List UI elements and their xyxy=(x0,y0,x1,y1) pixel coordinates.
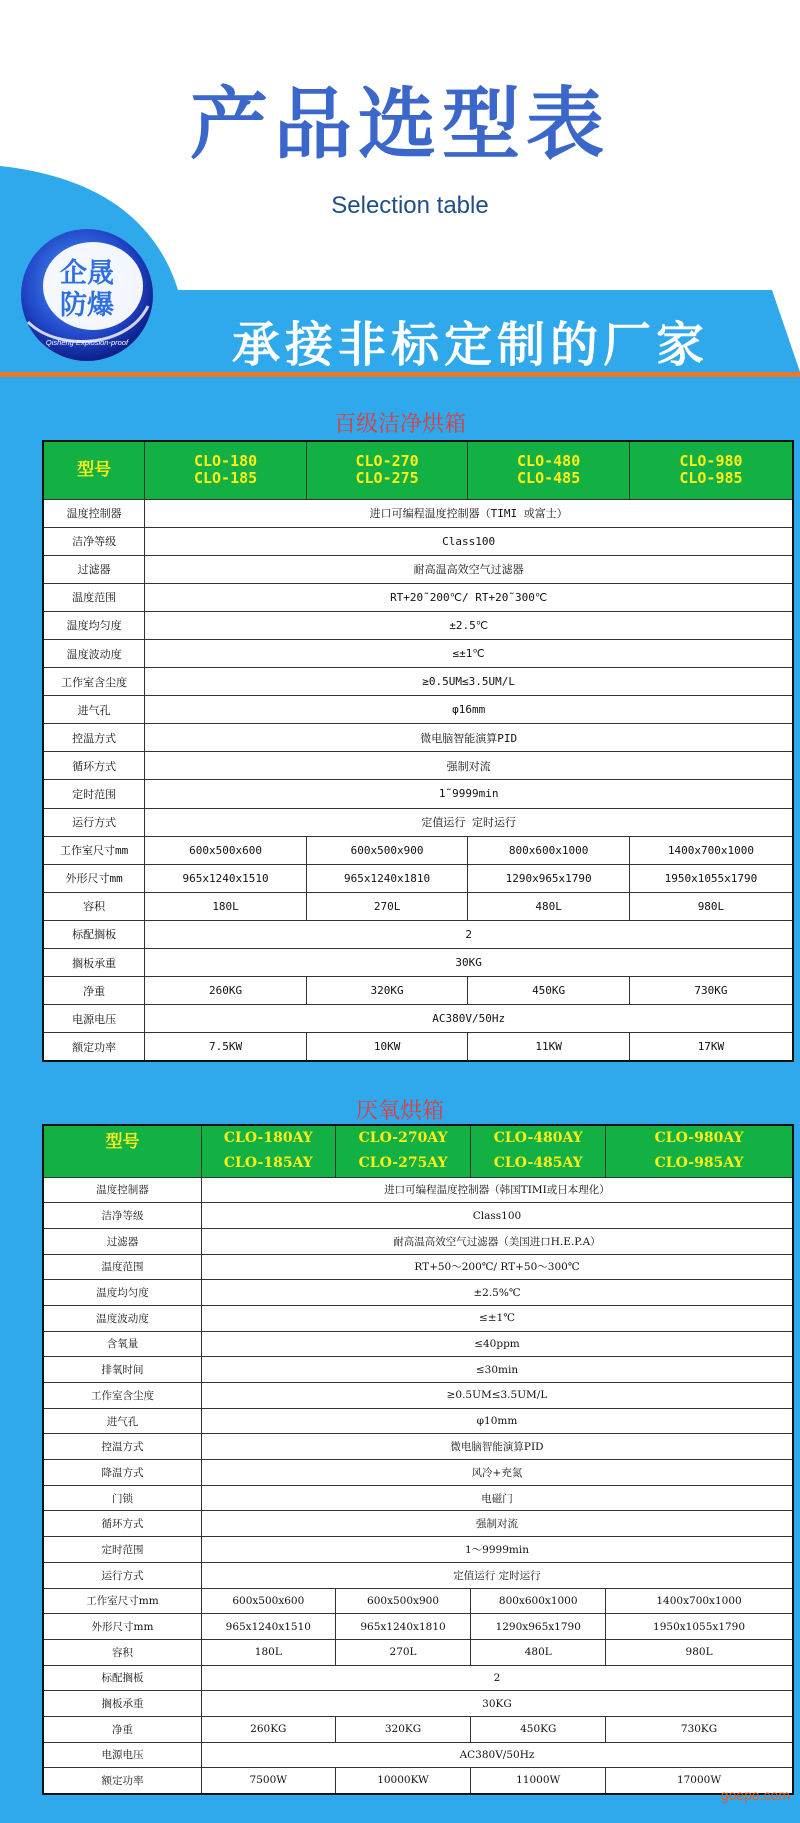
spec-value: ±2.5%℃ xyxy=(201,1280,793,1306)
spec-value: 480L xyxy=(471,1639,606,1665)
spec-label: 洁净等级 xyxy=(43,527,145,555)
spec-value: 800x600x1000 xyxy=(468,836,630,864)
spec-label: 温度范围 xyxy=(43,583,145,611)
model-name: CLO-270AY xyxy=(358,1130,448,1147)
spec-value: φ16mm xyxy=(145,696,793,724)
spec-value: 11000W xyxy=(471,1768,606,1794)
spec-value: AC380V/50Hz xyxy=(201,1742,793,1768)
spec-value: 定值运行 定时运行 xyxy=(145,808,793,836)
logo-text-line1: 企晟 xyxy=(60,258,114,289)
spec-label: 净重 xyxy=(43,977,145,1005)
spec-value: 11KW xyxy=(468,1033,630,1061)
model-name: CLO-480 xyxy=(517,452,581,471)
spec-label: 工作室含尘度 xyxy=(43,668,145,696)
spec-row xyxy=(43,1768,793,1794)
spec-row xyxy=(43,527,793,555)
spec-value: 965x1240x1810 xyxy=(306,864,468,892)
spec-value: 980L xyxy=(606,1639,793,1665)
spec-row xyxy=(43,1383,793,1409)
header-banner xyxy=(0,0,800,383)
spec-label: 定时范围 xyxy=(43,1537,201,1563)
model-name: CLO-980 xyxy=(679,452,743,471)
spec-value: ≥0.5UM≤3.5UM/L xyxy=(201,1383,793,1409)
model-header-cell xyxy=(306,441,468,499)
spec-value: 260KG xyxy=(145,977,307,1005)
spec-row xyxy=(43,808,793,836)
spec-row xyxy=(43,1177,793,1203)
spec-value: 1～9999min xyxy=(201,1537,793,1563)
spec-value: AC380V/50Hz xyxy=(145,1005,793,1033)
model-name: CLO-985AY xyxy=(654,1155,744,1172)
model-name: CLO-180AY xyxy=(223,1130,313,1147)
spec-label: 外形尺寸mm xyxy=(43,1614,201,1640)
spec-label: 运行方式 xyxy=(43,1562,201,1588)
spec-row xyxy=(43,583,793,611)
spec-value: 180L xyxy=(201,1639,335,1665)
spec-value: 强制对流 xyxy=(145,752,793,780)
spec-value: 270L xyxy=(306,892,468,920)
spec-row xyxy=(43,1254,793,1280)
spec-value: 450KG xyxy=(468,977,630,1005)
spec-value: 10KW xyxy=(306,1033,468,1061)
model-header-cell xyxy=(606,1125,793,1177)
spec-value: 965x1240x1510 xyxy=(145,864,307,892)
spec-row xyxy=(43,1742,793,1768)
spec-row xyxy=(43,892,793,920)
spec-row xyxy=(43,1408,793,1434)
spec-value: 965x1240x1510 xyxy=(201,1614,335,1640)
model-name: CLO-980AY xyxy=(654,1130,744,1147)
spec-value: 600x500x600 xyxy=(201,1588,335,1614)
header-row xyxy=(43,441,793,499)
spec-value: ≤±1℃ xyxy=(201,1305,793,1331)
spec-label: 标配搁板 xyxy=(43,920,145,948)
spec-row xyxy=(43,1005,793,1033)
spec-label: 工作室尺寸mm xyxy=(43,1588,201,1614)
spec-row xyxy=(43,1357,793,1383)
model-name: CLO-185 xyxy=(193,469,258,488)
page-title: 产品选型表 xyxy=(189,79,610,170)
spec-label: 含氧量 xyxy=(43,1331,201,1357)
spec-row xyxy=(43,780,793,808)
spec-value: 730KG xyxy=(629,977,793,1005)
spec-row xyxy=(43,1511,793,1537)
watermark: goepe.com xyxy=(720,1787,790,1803)
model-name: CLO-480AY xyxy=(493,1130,583,1147)
header-row xyxy=(43,1125,793,1177)
spec-row xyxy=(43,1639,793,1665)
model-name: CLO-185AY xyxy=(223,1155,313,1172)
spec-label: 容积 xyxy=(43,892,145,920)
spec-row xyxy=(43,1485,793,1511)
spec-label: 工作室含尘度 xyxy=(43,1383,201,1409)
spec-row xyxy=(43,724,793,752)
spec-label: 门锁 xyxy=(43,1485,201,1511)
spec-value: 600x500x900 xyxy=(306,836,468,864)
spec-label: 降温方式 xyxy=(43,1460,201,1486)
spec-label: 过滤器 xyxy=(43,555,145,583)
spec-label: 定时范围 xyxy=(43,780,145,808)
spec-label: 排氧时间 xyxy=(43,1357,201,1383)
model-header-label: 型号 xyxy=(43,441,145,499)
spec-value: RT+50～200℃/ RT+50～300℃ xyxy=(201,1254,793,1280)
spec-value: 270L xyxy=(335,1639,471,1665)
section2-title: 厌氧烘箱 xyxy=(355,1099,444,1124)
spec-row xyxy=(43,752,793,780)
spec-row xyxy=(43,1691,793,1717)
spec-value: ≤±1℃ xyxy=(145,639,793,667)
spec-label: 温度范围 xyxy=(43,1254,201,1280)
spec-label: 运行方式 xyxy=(43,808,145,836)
spec-value: 微电脑智能演算PID xyxy=(201,1434,793,1460)
spec-value: 450KG xyxy=(471,1716,606,1742)
spec-label: 温度控制器 xyxy=(43,1177,201,1203)
spec-value: 320KG xyxy=(306,977,468,1005)
spec-label: 进气孔 xyxy=(43,696,145,724)
spec-label: 温度波动度 xyxy=(43,639,145,667)
spec-row xyxy=(43,949,793,977)
spec-row xyxy=(43,1588,793,1614)
spec-label: 进气孔 xyxy=(43,1408,201,1434)
spec-label: 控温方式 xyxy=(43,1434,201,1460)
spec-value: 1400x700x1000 xyxy=(606,1588,793,1614)
spec-row xyxy=(43,1716,793,1742)
spec-value: 800x600x1000 xyxy=(471,1588,606,1614)
spec-row xyxy=(43,696,793,724)
spec-value: 进口可编程温度控制器（韩国TIMI或日本理化） xyxy=(201,1177,793,1203)
spec-row xyxy=(43,639,793,667)
spec-row xyxy=(43,920,793,948)
spec-row xyxy=(43,1460,793,1486)
spec-label: 洁净等级 xyxy=(43,1203,201,1229)
model-name: CLO-485AY xyxy=(493,1155,583,1172)
spec-table-anaerobic-oven xyxy=(42,1124,794,1795)
spec-value: 980L xyxy=(629,892,793,920)
spec-value: 1290x965x1790 xyxy=(468,864,630,892)
spec-label: 温度控制器 xyxy=(43,499,145,527)
spec-label: 电源电压 xyxy=(43,1742,201,1768)
section1-title: 百级洁净烘箱 xyxy=(333,412,466,437)
spec-value: 7500W xyxy=(201,1768,335,1794)
model-header-cell xyxy=(629,441,793,499)
spec-row xyxy=(43,1537,793,1563)
model-name: CLO-985 xyxy=(679,469,743,488)
spec-value: 1290x965x1790 xyxy=(471,1614,606,1640)
spec-row xyxy=(43,977,793,1005)
spec-value: 1400x700x1000 xyxy=(629,836,793,864)
spec-row xyxy=(43,836,793,864)
spec-label: 循环方式 xyxy=(43,752,145,780)
spec-value: 17000W xyxy=(606,1768,793,1794)
spec-row xyxy=(43,1434,793,1460)
spec-value: ≤30min xyxy=(201,1357,793,1383)
model-name: CLO-275AY xyxy=(358,1155,448,1172)
spec-value: 600x500x600 xyxy=(145,836,307,864)
spec-label: 搁板承重 xyxy=(43,949,145,977)
spec-value: 1˜9999min xyxy=(145,780,793,808)
spec-label: 额定功率 xyxy=(43,1033,145,1061)
spec-value: 耐高温高效空气过滤器 xyxy=(145,555,793,583)
spec-row xyxy=(43,1280,793,1306)
spec-value: 2 xyxy=(201,1665,793,1691)
spec-value: φ10mm xyxy=(201,1408,793,1434)
page-subtitle: Selection table xyxy=(331,192,489,219)
spec-value: ≤40ppm xyxy=(201,1331,793,1357)
spec-value: 30KG xyxy=(201,1691,793,1717)
spec-label: 工作室尺寸mm xyxy=(43,836,145,864)
spec-value: Class100 xyxy=(201,1203,793,1229)
spec-value: 600x500x900 xyxy=(335,1588,471,1614)
spec-label: 外形尺寸mm xyxy=(43,864,145,892)
spec-label: 温度均匀度 xyxy=(43,1280,201,1306)
model-header-cell xyxy=(335,1125,471,1177)
spec-row xyxy=(43,1033,793,1061)
spec-value: 风冷+充氮 xyxy=(201,1460,793,1486)
spec-value: ≥0.5UM≤3.5UM/L xyxy=(145,668,793,696)
spec-row xyxy=(43,1305,793,1331)
spec-value: 1950x1055x1790 xyxy=(606,1614,793,1640)
model-header-cell xyxy=(201,1125,335,1177)
spec-value: 进口可编程温度控制器（TIMI 或富士） xyxy=(145,499,793,527)
model-header-cell xyxy=(468,441,630,499)
spec-label: 控温方式 xyxy=(43,724,145,752)
spec-row xyxy=(43,1203,793,1229)
spec-label: 容积 xyxy=(43,1639,201,1665)
spec-label: 温度波动度 xyxy=(43,1305,201,1331)
spec-row xyxy=(43,1665,793,1691)
spec-value: 耐高温高效空气过滤器（美国进口H.E.P.A） xyxy=(201,1228,793,1254)
spec-value: 强制对流 xyxy=(201,1511,793,1537)
spec-row xyxy=(43,1228,793,1254)
spec-row xyxy=(43,499,793,527)
spec-row xyxy=(43,555,793,583)
model-name: CLO-485 xyxy=(517,469,581,488)
spec-label: 净重 xyxy=(43,1716,201,1742)
spec-label: 温度均匀度 xyxy=(43,611,145,639)
spec-value: 2 xyxy=(145,920,793,948)
spec-value: 260KG xyxy=(201,1716,335,1742)
model-header-cell xyxy=(471,1125,606,1177)
spec-row xyxy=(43,1614,793,1640)
spec-value: 17KW xyxy=(629,1033,793,1061)
spec-value: 965x1240x1810 xyxy=(335,1614,471,1640)
model-name: CLO-180 xyxy=(193,452,258,471)
model-header-cell xyxy=(145,441,307,499)
spec-value: 1950x1055x1790 xyxy=(629,864,793,892)
spec-row xyxy=(43,1331,793,1357)
spec-row xyxy=(43,668,793,696)
spec-table-cleanroom-oven xyxy=(42,440,794,1062)
spec-value: 10000KW xyxy=(335,1768,471,1794)
model-name: CLO-275 xyxy=(355,469,419,488)
spec-value: 180L xyxy=(145,892,307,920)
spec-value: 730KG xyxy=(606,1716,793,1742)
spec-value: RT+20˜200℃/ RT+20˜300℃ xyxy=(145,583,793,611)
slogan: 承接非标定制的厂家 xyxy=(232,317,710,373)
spec-value: 微电脑智能演算PID xyxy=(145,724,793,752)
spec-value: Class100 xyxy=(145,527,793,555)
spec-label: 过滤器 xyxy=(43,1228,201,1254)
spec-label: 搁板承重 xyxy=(43,1691,201,1717)
spec-value: 电磁门 xyxy=(201,1485,793,1511)
spec-label: 标配搁板 xyxy=(43,1665,201,1691)
spec-row xyxy=(43,1562,793,1588)
spec-value: 480L xyxy=(468,892,630,920)
spec-label: 额定功率 xyxy=(43,1768,201,1794)
model-header-label: 型号 xyxy=(43,1125,201,1177)
spec-label: 电源电压 xyxy=(43,1005,145,1033)
spec-value: 7.5KW xyxy=(145,1033,307,1061)
spec-row xyxy=(43,864,793,892)
logo-subtitle: Qisheng Explosion-proof xyxy=(45,338,129,347)
spec-value: 320KG xyxy=(335,1716,471,1742)
spec-label: 循环方式 xyxy=(43,1511,201,1537)
logo-text-line2: 防爆 xyxy=(60,290,114,321)
spec-value: ±2.5℃ xyxy=(145,611,793,639)
model-name: CLO-270 xyxy=(355,452,419,471)
spec-value: 30KG xyxy=(145,949,793,977)
spec-row xyxy=(43,611,793,639)
spec-value: 定值运行 定时运行 xyxy=(201,1562,793,1588)
